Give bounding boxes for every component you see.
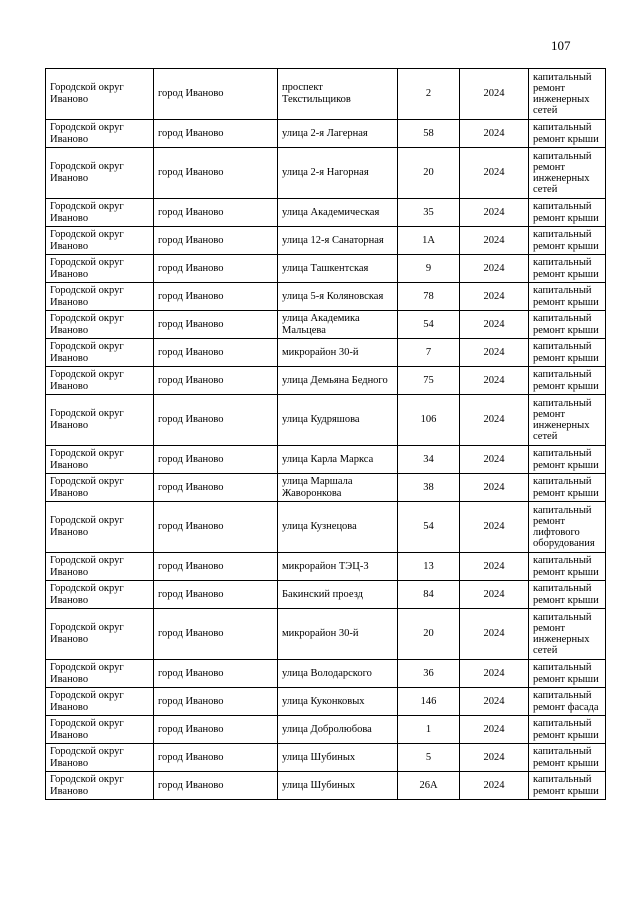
settlement-cell: город Иваново	[154, 502, 278, 553]
street-cell: проспект Текстильщиков	[278, 69, 398, 120]
street-cell: улица Володарского	[278, 660, 398, 688]
table-row	[46, 474, 606, 502]
street-cell: улица Кудряшова	[278, 395, 398, 446]
table-body	[46, 69, 606, 800]
house-number-cell: 20	[398, 609, 460, 660]
year-cell: 2024	[460, 255, 529, 283]
settlement-cell: город Иваново	[154, 660, 278, 688]
municipality-cell: Городской округ Иваново	[46, 199, 154, 227]
house-number-cell: 1А	[398, 227, 460, 255]
municipality-cell: Городской округ Иваново	[46, 772, 154, 800]
table-row	[46, 553, 606, 581]
municipality-cell: Городской округ Иваново	[46, 120, 154, 148]
house-number-cell: 75	[398, 367, 460, 395]
municipality-cell: Городской округ Иваново	[46, 148, 154, 199]
work-type-cell: капитальный ремонт крыши	[529, 744, 606, 772]
municipality-cell: Городской округ Иваново	[46, 609, 154, 660]
street-cell: улица Добролюбова	[278, 716, 398, 744]
house-number-cell: 38	[398, 474, 460, 502]
municipality-cell: Городской округ Иваново	[46, 367, 154, 395]
table-row	[46, 69, 606, 120]
house-number-cell: 20	[398, 148, 460, 199]
settlement-cell: город Иваново	[154, 446, 278, 474]
house-number-cell: 26А	[398, 772, 460, 800]
year-cell: 2024	[460, 474, 529, 502]
street-cell: улица Академическая	[278, 199, 398, 227]
table-row	[46, 395, 606, 446]
municipality-cell: Городской округ Иваново	[46, 255, 154, 283]
work-type-cell: капитальный ремонт крыши	[529, 772, 606, 800]
work-type-cell: капитальный ремонт крыши	[529, 199, 606, 227]
settlement-cell: город Иваново	[154, 120, 278, 148]
settlement-cell: город Иваново	[154, 199, 278, 227]
street-cell: микрорайон 30-й	[278, 339, 398, 367]
year-cell: 2024	[460, 120, 529, 148]
municipality-cell: Городской округ Иваново	[46, 446, 154, 474]
house-number-cell: 58	[398, 120, 460, 148]
table-row	[46, 502, 606, 553]
year-cell: 2024	[460, 199, 529, 227]
municipality-cell: Городской округ Иваново	[46, 660, 154, 688]
work-type-cell: капитальный ремонт крыши	[529, 339, 606, 367]
street-cell: улица Академика Мальцева	[278, 311, 398, 339]
municipality-cell: Городской округ Иваново	[46, 69, 154, 120]
street-cell: улица 12-я Санаторная	[278, 227, 398, 255]
house-number-cell: 84	[398, 581, 460, 609]
work-type-cell: капитальный ремонт крыши	[529, 716, 606, 744]
work-type-cell: капитальный ремонт крыши	[529, 474, 606, 502]
street-cell: микрорайон 30-й	[278, 609, 398, 660]
year-cell: 2024	[460, 716, 529, 744]
work-type-cell: капитальный ремонт крыши	[529, 367, 606, 395]
table-row	[46, 120, 606, 148]
street-cell: улица Демьяна Бедного	[278, 367, 398, 395]
work-type-cell: капитальный ремонт крыши	[529, 283, 606, 311]
settlement-cell: город Иваново	[154, 255, 278, 283]
year-cell: 2024	[460, 395, 529, 446]
work-type-cell: капитальный ремонт крыши	[529, 227, 606, 255]
table-row	[46, 255, 606, 283]
settlement-cell: город Иваново	[154, 367, 278, 395]
municipality-cell: Городской округ Иваново	[46, 581, 154, 609]
table-row	[46, 283, 606, 311]
settlement-cell: город Иваново	[154, 609, 278, 660]
table-row	[46, 227, 606, 255]
table-row	[46, 744, 606, 772]
house-number-cell: 2	[398, 69, 460, 120]
table-row	[46, 609, 606, 660]
year-cell: 2024	[460, 688, 529, 716]
year-cell: 2024	[460, 660, 529, 688]
year-cell: 2024	[460, 227, 529, 255]
settlement-cell: город Иваново	[154, 553, 278, 581]
settlement-cell: город Иваново	[154, 688, 278, 716]
house-number-cell: 13	[398, 553, 460, 581]
municipality-cell: Городской округ Иваново	[46, 339, 154, 367]
municipality-cell: Городской округ Иваново	[46, 311, 154, 339]
house-number-cell: 54	[398, 502, 460, 553]
settlement-cell: город Иваново	[154, 227, 278, 255]
street-cell: улица Шубиных	[278, 744, 398, 772]
year-cell: 2024	[460, 772, 529, 800]
year-cell: 2024	[460, 553, 529, 581]
street-cell: улица 2-я Лагерная	[278, 120, 398, 148]
street-cell: улица Куконковых	[278, 688, 398, 716]
table-row	[46, 446, 606, 474]
year-cell: 2024	[460, 609, 529, 660]
house-number-cell: 78	[398, 283, 460, 311]
work-type-cell: капитальный ремонт инженерных сетей	[529, 395, 606, 446]
municipality-cell: Городской округ Иваново	[46, 502, 154, 553]
street-cell: улица 5-я Коляновская	[278, 283, 398, 311]
year-cell: 2024	[460, 502, 529, 553]
street-cell: улица Кузнецова	[278, 502, 398, 553]
year-cell: 2024	[460, 339, 529, 367]
house-number-cell: 146	[398, 688, 460, 716]
table-row	[46, 660, 606, 688]
settlement-cell: город Иваново	[154, 772, 278, 800]
repair-schedule-table	[45, 68, 606, 800]
house-number-cell: 54	[398, 311, 460, 339]
municipality-cell: Городской округ Иваново	[46, 553, 154, 581]
work-type-cell: капитальный ремонт инженерных сетей	[529, 148, 606, 199]
year-cell: 2024	[460, 311, 529, 339]
settlement-cell: город Иваново	[154, 716, 278, 744]
page-number: 107	[551, 38, 571, 53]
table-row	[46, 581, 606, 609]
settlement-cell: город Иваново	[154, 311, 278, 339]
work-type-cell: капитальный ремонт крыши	[529, 120, 606, 148]
settlement-cell: город Иваново	[154, 581, 278, 609]
work-type-cell: капитальный ремонт крыши	[529, 581, 606, 609]
settlement-cell: город Иваново	[154, 474, 278, 502]
year-cell: 2024	[460, 581, 529, 609]
street-cell: улица 2-я Нагорная	[278, 148, 398, 199]
street-cell: Бакинский проезд	[278, 581, 398, 609]
settlement-cell: город Иваново	[154, 339, 278, 367]
work-type-cell: капитальный ремонт лифтового оборудования	[529, 502, 606, 553]
table-row	[46, 772, 606, 800]
year-cell: 2024	[460, 69, 529, 120]
settlement-cell: город Иваново	[154, 395, 278, 446]
year-cell: 2024	[460, 744, 529, 772]
work-type-cell: капитальный ремонт крыши	[529, 553, 606, 581]
house-number-cell: 106	[398, 395, 460, 446]
table-row	[46, 367, 606, 395]
table-row	[46, 688, 606, 716]
house-number-cell: 9	[398, 255, 460, 283]
house-number-cell: 36	[398, 660, 460, 688]
work-type-cell: капитальный ремонт крыши	[529, 446, 606, 474]
table-row	[46, 716, 606, 744]
year-cell: 2024	[460, 367, 529, 395]
house-number-cell: 34	[398, 446, 460, 474]
table-row	[46, 199, 606, 227]
municipality-cell: Городской округ Иваново	[46, 716, 154, 744]
municipality-cell: Городской округ Иваново	[46, 474, 154, 502]
street-cell: улица Карла Маркса	[278, 446, 398, 474]
work-type-cell: капитальный ремонт крыши	[529, 660, 606, 688]
municipality-cell: Городской округ Иваново	[46, 688, 154, 716]
work-type-cell: капитальный ремонт инженерных сетей	[529, 69, 606, 120]
work-type-cell: капитальный ремонт инженерных сетей	[529, 609, 606, 660]
settlement-cell: город Иваново	[154, 148, 278, 199]
work-type-cell: капитальный ремонт крыши	[529, 255, 606, 283]
street-cell: микрорайон ТЭЦ-3	[278, 553, 398, 581]
work-type-cell: капитальный ремонт фасада	[529, 688, 606, 716]
house-number-cell: 5	[398, 744, 460, 772]
work-type-cell: капитальный ремонт крыши	[529, 311, 606, 339]
table-row	[46, 339, 606, 367]
table-row	[46, 311, 606, 339]
settlement-cell: город Иваново	[154, 69, 278, 120]
street-cell: улица Шубиных	[278, 772, 398, 800]
house-number-cell: 7	[398, 339, 460, 367]
settlement-cell: город Иваново	[154, 283, 278, 311]
settlement-cell: город Иваново	[154, 744, 278, 772]
street-cell: улица Ташкентская	[278, 255, 398, 283]
house-number-cell: 35	[398, 199, 460, 227]
municipality-cell: Городской округ Иваново	[46, 744, 154, 772]
municipality-cell: Городской округ Иваново	[46, 227, 154, 255]
municipality-cell: Городской округ Иваново	[46, 283, 154, 311]
house-number-cell: 1	[398, 716, 460, 744]
street-cell: улица Маршала Жаворонкова	[278, 474, 398, 502]
year-cell: 2024	[460, 148, 529, 199]
municipality-cell: Городской округ Иваново	[46, 395, 154, 446]
year-cell: 2024	[460, 446, 529, 474]
year-cell: 2024	[460, 283, 529, 311]
table-row	[46, 148, 606, 199]
